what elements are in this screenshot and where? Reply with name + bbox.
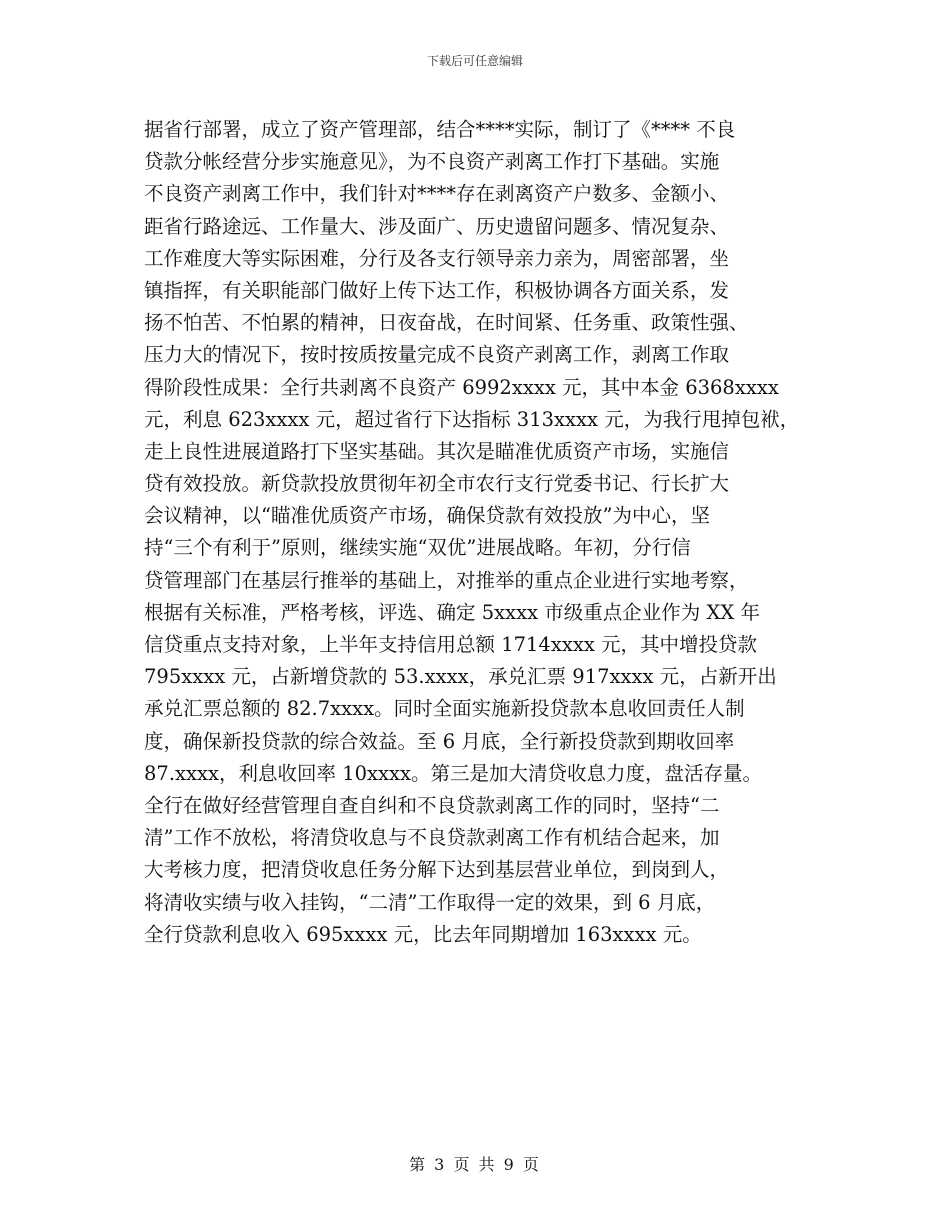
body-line: 87.xxxx，利息收回率 10xxxx。第三是加大清贷收息力度，盘活存量。: [144, 761, 763, 785]
body-line: 贷管理部门在基层行推举的基础上，对推举的重点企业进行实地考察，: [144, 568, 749, 592]
body-line: 清”工作不放松，将清贷收息与不良贷款剥离工作有机结合起来，加: [144, 826, 720, 850]
body-line: 贷有效投放。新贷款投放贯彻年初全市农行支行党委书记、行长扩大: [144, 472, 730, 496]
body-line: 贷款分帐经营分步实施意见》，为不良资产剥离工作打下基础。实施: [144, 150, 720, 174]
body-line: 全行贷款利息收入 695xxxx 元，比去年同期增加 163xxxx 元。: [144, 922, 702, 946]
body-line: 会议精神，以“瞄准优质资产市场，确保贷款有效投放”为中心，坚: [144, 504, 710, 528]
body-line: 工作难度大等实际困难，分行及各支行领导亲力亲为，周密部署，坐: [144, 246, 730, 270]
body-line: 承兑汇票总额的 82.7xxxx。同时全面实施新投贷款本息收回责任人制: [144, 697, 745, 721]
page-number-footer: 第 3 页 共 9 页: [409, 1155, 541, 1174]
body-line: 距省行路途远、工作量大、涉及面广、历史遗留问题多、情况复杂、: [144, 214, 730, 238]
body-line: 走上良性进展道路打下坚实基础。其次是瞄准优质资产市场，实施信: [144, 439, 730, 463]
body-line: 795xxxx 元，占新增贷款的 53.xxxx，承兑汇票 917xxxx 元，占新开出: [144, 665, 777, 689]
body-line: 镇指挥，有关职能部门做好上传下达工作，积极协调各方面关系，发: [144, 278, 730, 302]
document-body: [144, 114, 824, 951]
body-line: 压力大的情况下，按时按质按量完成不良资产剥离工作，剥离工作取: [144, 343, 730, 367]
body-line: 得阶段性成果：全行共剥离不良资产 6992xxxx 元，其中本金 6368xxxx: [144, 375, 779, 399]
body-line: 将清收实绩与收入挂钩，“二清”工作取得一定的效果，到 6 月底，: [144, 890, 716, 914]
body-line: 大考核力度，把清贷收息任务分解下达到基层营业单位，到岗到人，: [144, 858, 730, 882]
page-header: 下载后可任意编辑: [426, 54, 523, 68]
body-line: 不良资产剥离工作中，我们针对****存在剥离资产户数多、金额小、: [144, 182, 730, 206]
body-line: 元，利息 623xxxx 元，超过省行下达指标 313xxxx 元，为我行甩掉包袱，: [144, 407, 800, 431]
body-line: 持“三个有利于”原则，继续实施“双优”进展战略。年初，分行信: [144, 536, 691, 560]
body-line: 度，确保新投贷款的综合效益。至 6 月底，全行新投贷款到期收回率: [144, 729, 735, 753]
body-line: 扬不怕苦、不怕累的精神，日夜奋战，在时间紧、任务重、政策性强、: [144, 311, 749, 335]
body-line: 全行在做好经营管理自查自纠和不良贷款剥离工作的同时，坚持“二: [144, 793, 720, 817]
body-line: 根据有关标准，严格考核，评选、确定 5xxxx 市级重点企业作为 XX 年: [144, 600, 760, 624]
body-line: 信贷重点支持对象，上半年支持信用总额 1714xxxx 元，其中增投贷款: [144, 633, 758, 656]
body-line: 据省行部署，成立了资产管理部，结合****实际，制订了《**** 不良: [144, 118, 736, 141]
